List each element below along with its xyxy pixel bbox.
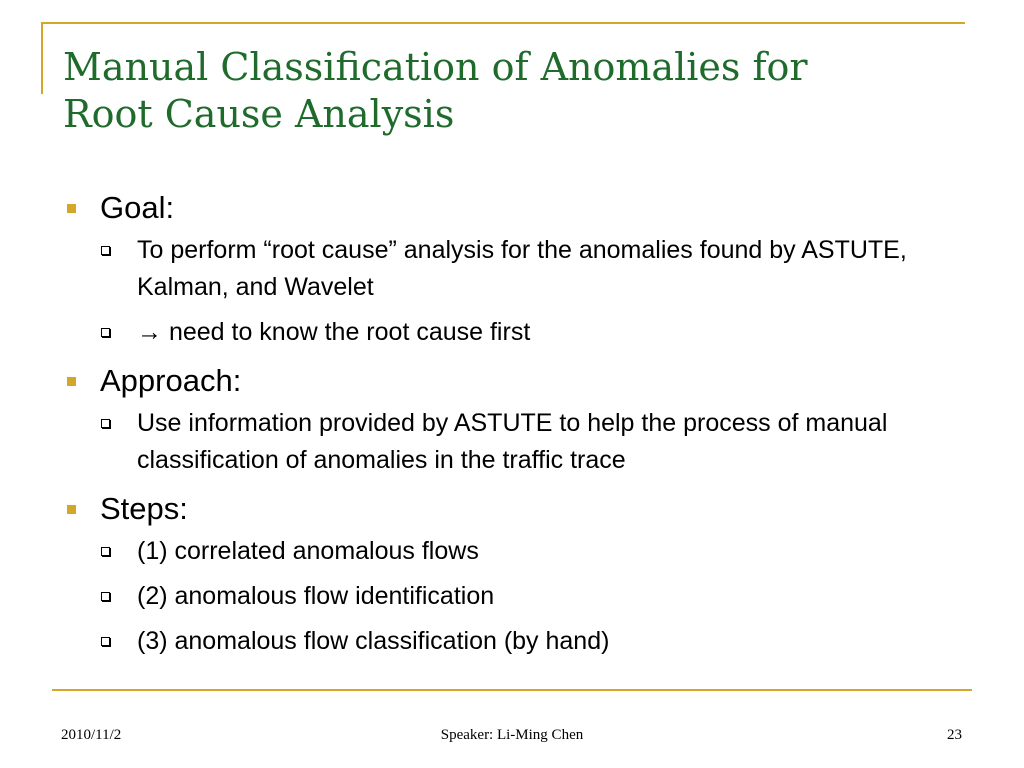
bullet-steps	[0, 487, 1024, 531]
slide-title-line-1: Manual Classification of Anomalies for	[63, 45, 808, 89]
bullet-approach	[0, 359, 1024, 403]
frame-top-rule	[41, 22, 965, 24]
square-bullet-icon	[67, 505, 76, 514]
slide-title-line-2: Root Cause Analysis	[63, 92, 455, 136]
sub-bullet-text: (2) anomalous flow identification	[137, 582, 495, 610]
slide-content	[0, 186, 1024, 668]
page-number: 23	[947, 727, 962, 743]
sub-bullet-text: (1) correlated anomalous flows	[137, 537, 479, 565]
sub-bullet-steps-3	[0, 623, 1024, 660]
sub-bullet-text: To perform “root cause” analysis for the anomalies found by ASTUTE, Kalman, and Wavelet	[137, 236, 907, 301]
hollow-square-bullet-icon	[101, 419, 110, 428]
hollow-square-bullet-icon	[101, 547, 110, 556]
bullet-approach-label: Approach:	[100, 363, 242, 398]
bullet-goal	[0, 186, 1024, 230]
hollow-square-bullet-icon	[101, 637, 110, 646]
sub-bullet-text: (3) anomalous flow classification (by hand)	[137, 627, 610, 655]
footer-rule	[52, 689, 972, 691]
hollow-square-bullet-icon	[101, 246, 110, 255]
footer-speaker: Speaker: Li-Ming Chen	[440, 727, 584, 743]
sub-bullet-text: Use information provided by ASTUTE to help the process of manual classification of anomalies in the traffic trace	[137, 409, 888, 474]
sub-bullet-steps-1	[0, 533, 1024, 570]
footer-date: 2010/11/2	[61, 727, 122, 743]
hollow-square-bullet-icon	[101, 328, 110, 337]
square-bullet-icon	[67, 377, 76, 386]
sub-bullet-goal-1	[0, 232, 1024, 306]
bullet-goal-label: Goal:	[100, 190, 175, 225]
sub-bullet-steps-2	[0, 578, 1024, 615]
hollow-square-bullet-icon	[101, 592, 110, 601]
sub-bullet-goal-2	[0, 314, 1024, 351]
sub-bullet-approach-1	[0, 405, 1024, 479]
square-bullet-icon	[67, 204, 76, 213]
slide-title	[63, 44, 963, 138]
bullet-steps-label: Steps:	[100, 491, 188, 526]
sub-bullet-text: → need to know the root cause first	[137, 318, 531, 346]
frame-left-rule	[41, 22, 43, 94]
